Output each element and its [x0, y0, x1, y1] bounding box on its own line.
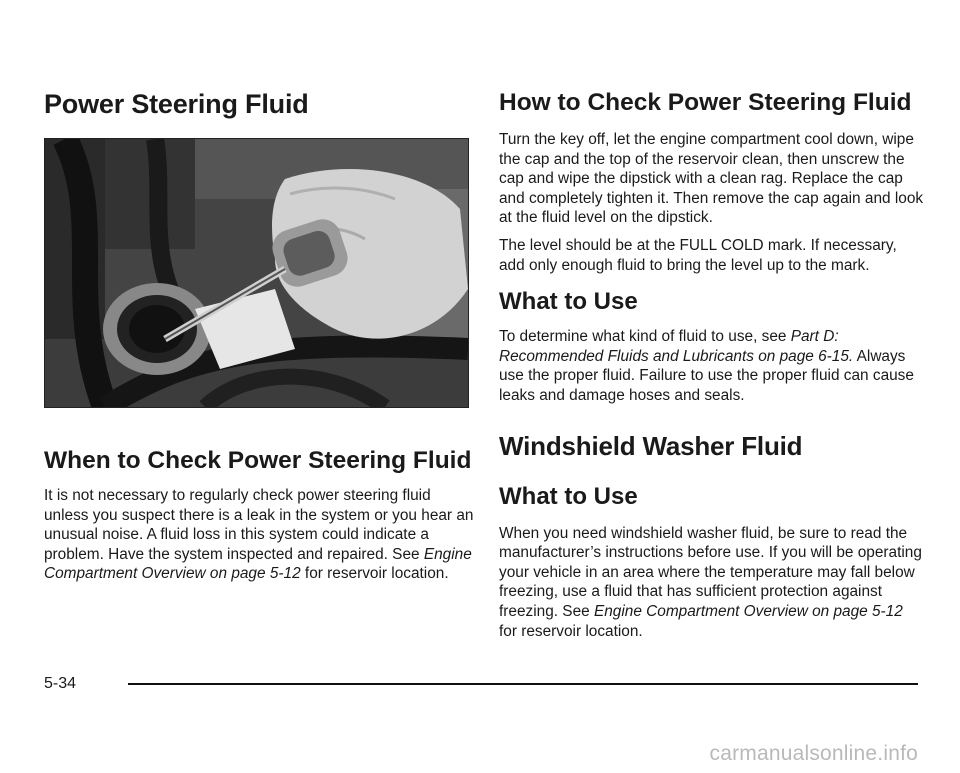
when-body-text-1: It is not necessary to regularly check power steering fluid unless you suspect there is a leak in the system or you hear an unusual noise. A fluid loss in this system could indicate a problem. Have the system inspected and repaired. See — [44, 487, 474, 563]
what-to-use-heading-1: What to Use — [499, 288, 638, 316]
reservoir-photo-illustration — [45, 139, 468, 407]
section-title-power-steering: Power Steering Fluid — [44, 89, 309, 119]
left-column — [44, 88, 474, 120]
right-column — [499, 88, 924, 641]
how-to-check-heading: How to Check Power Steering Fluid — [499, 89, 912, 116]
footer-rule — [128, 683, 918, 685]
reservoir-photo — [44, 138, 469, 408]
when-body-text-2: for reservoir location. — [300, 565, 449, 583]
what-to-use-body-1 — [499, 327, 924, 405]
page-number: 5-34 — [44, 675, 77, 692]
washer-body-text-1: When you need windshield washer fluid, be sure to read the manufacturer’s instructions before use. If you will be operating your vehicle in an area where the temperature may fall below freezing, use a fluid that has sufficient protection against freezing. See — [499, 524, 922, 620]
recommended-fluids-link[interactable]: Part D: Recommended Fluids and Lubricants on page 6-15. — [499, 328, 854, 365]
washer-body-text-2: for reservoir location. — [499, 622, 643, 640]
washer-body — [499, 524, 924, 642]
what-body-text-1: To determine what kind of fluid to use, see — [499, 328, 791, 346]
watermark: carmanualsonline.info — [709, 742, 918, 765]
what-to-use-heading-2: What to Use — [499, 482, 638, 510]
when-to-check-heading: When to Check Power Steering Fluid — [44, 447, 472, 474]
how-to-check-body-2: The level should be at the FULL COLD mark. If necessary, add only enough fluid to bring the level up to the mark. — [499, 236, 897, 274]
how-to-check-body-1: Turn the key off, let the engine compartment cool down, wipe the cap and the top of the reservoir clean, then unscrew the cap and wipe the dipstick with a clean rag. Replace the cap and completely tighten it. Then remove the cap again and look at the fluid level on the dipstick. — [499, 131, 924, 227]
engine-compartment-link-1[interactable]: Engine Compartment Overview on page 5-12 — [44, 545, 472, 583]
when-to-check-body — [44, 486, 474, 584]
engine-compartment-link-2[interactable]: Engine Compartment Overview on page 5-12 — [593, 602, 903, 620]
when-to-check-section — [44, 446, 484, 584]
section-title-windshield-washer: Windshield Washer Fluid — [499, 430, 803, 461]
what-body-text-2: Always use the proper fluid. Failure to use the proper fluid can cause leaks and damage hoses and seals. — [499, 347, 914, 404]
